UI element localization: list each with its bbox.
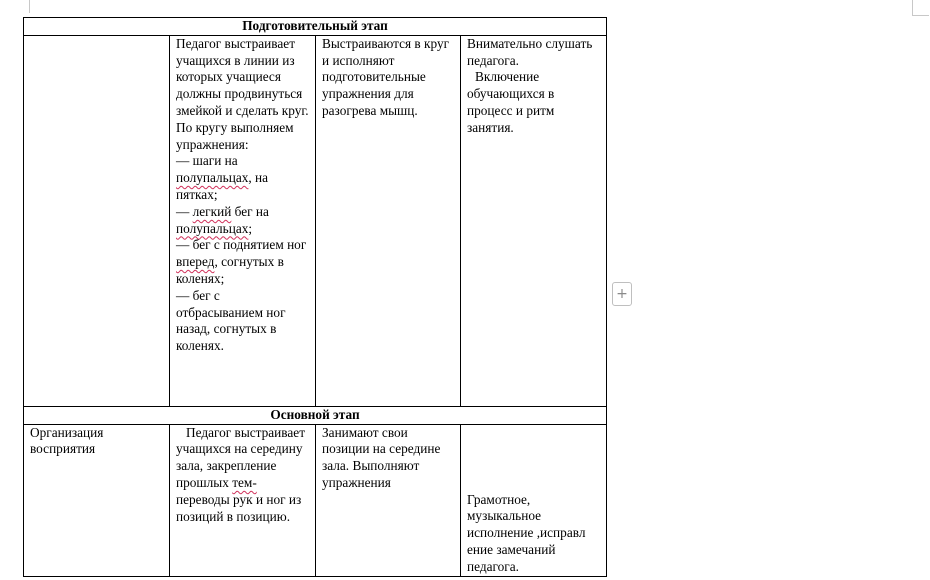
prep-teacher-intro: Педагог выстраивает учащихся в линии из которых учащиеся должны продвинуться змейкой и сделать круг. bbox=[176, 35, 309, 118]
page-corner-mark-left bbox=[15, 0, 30, 13]
lesson-plan-table bbox=[23, 17, 607, 577]
add-row-button[interactable]: + bbox=[612, 282, 632, 306]
cell-main-result[interactable] bbox=[461, 424, 607, 576]
prep-exercise-item-2: — легкий бег на полупальцах; bbox=[176, 203, 269, 236]
section-row-main bbox=[24, 406, 607, 424]
section-row-prep bbox=[24, 18, 607, 36]
spelling-mark: полупальцах bbox=[176, 220, 249, 236]
section-title-main: Основной этап bbox=[24, 406, 607, 424]
table-row-prep bbox=[24, 35, 607, 406]
main-result-text: Грамотное, музыкальное исполнение ,исправл ение замечаний педагога. bbox=[467, 491, 586, 574]
prep-exercise-item-1: — шаги на полупальцах, на пятках; bbox=[176, 153, 269, 202]
page-corner-mark-right bbox=[912, 0, 929, 16]
cell-main-stage[interactable]: Организация восприятия bbox=[24, 424, 170, 576]
spelling-mark: легкий bbox=[192, 203, 232, 219]
prep-result-line-1: Внимательно слушать педагога. bbox=[467, 35, 593, 68]
table-row-main bbox=[24, 424, 607, 576]
cell-prep-result[interactable] bbox=[461, 35, 607, 406]
prep-exercise-item-3: — бег с поднятием ног вперед, согнутых в коленях; bbox=[176, 237, 307, 286]
section-title-prep: Подготовительный этап bbox=[24, 18, 607, 36]
cell-main-teacher[interactable]: Педагог выстраивает учащихся на середину зала, закрепление прошлых тем-переводы рук и ног из позиций в позицию. bbox=[170, 424, 316, 576]
spelling-mark: тем- bbox=[232, 474, 257, 490]
spelling-mark: вперед bbox=[176, 254, 215, 270]
cell-prep-teacher[interactable] bbox=[170, 35, 316, 406]
prep-exercise-item-4: — бег с отбрасыванием ног назад, согнутых в коленях. bbox=[176, 287, 286, 354]
prep-result-line-2: Включение обучающихся в процесс и ритм занятия. bbox=[467, 69, 555, 135]
spelling-mark: полупальцах bbox=[176, 170, 249, 186]
cell-main-students[interactable]: Занимают свои позиции на середине зала. Выполняют упражнения bbox=[316, 424, 461, 576]
cell-prep-students[interactable]: Выстраиваются в круг и исполняют подготовительные упражнения для разогрева мышц. bbox=[316, 35, 461, 406]
cell-prep-stage[interactable] bbox=[24, 35, 170, 406]
prep-teacher-exercises-heading: По кругу выполняем упражнения: bbox=[176, 119, 294, 152]
